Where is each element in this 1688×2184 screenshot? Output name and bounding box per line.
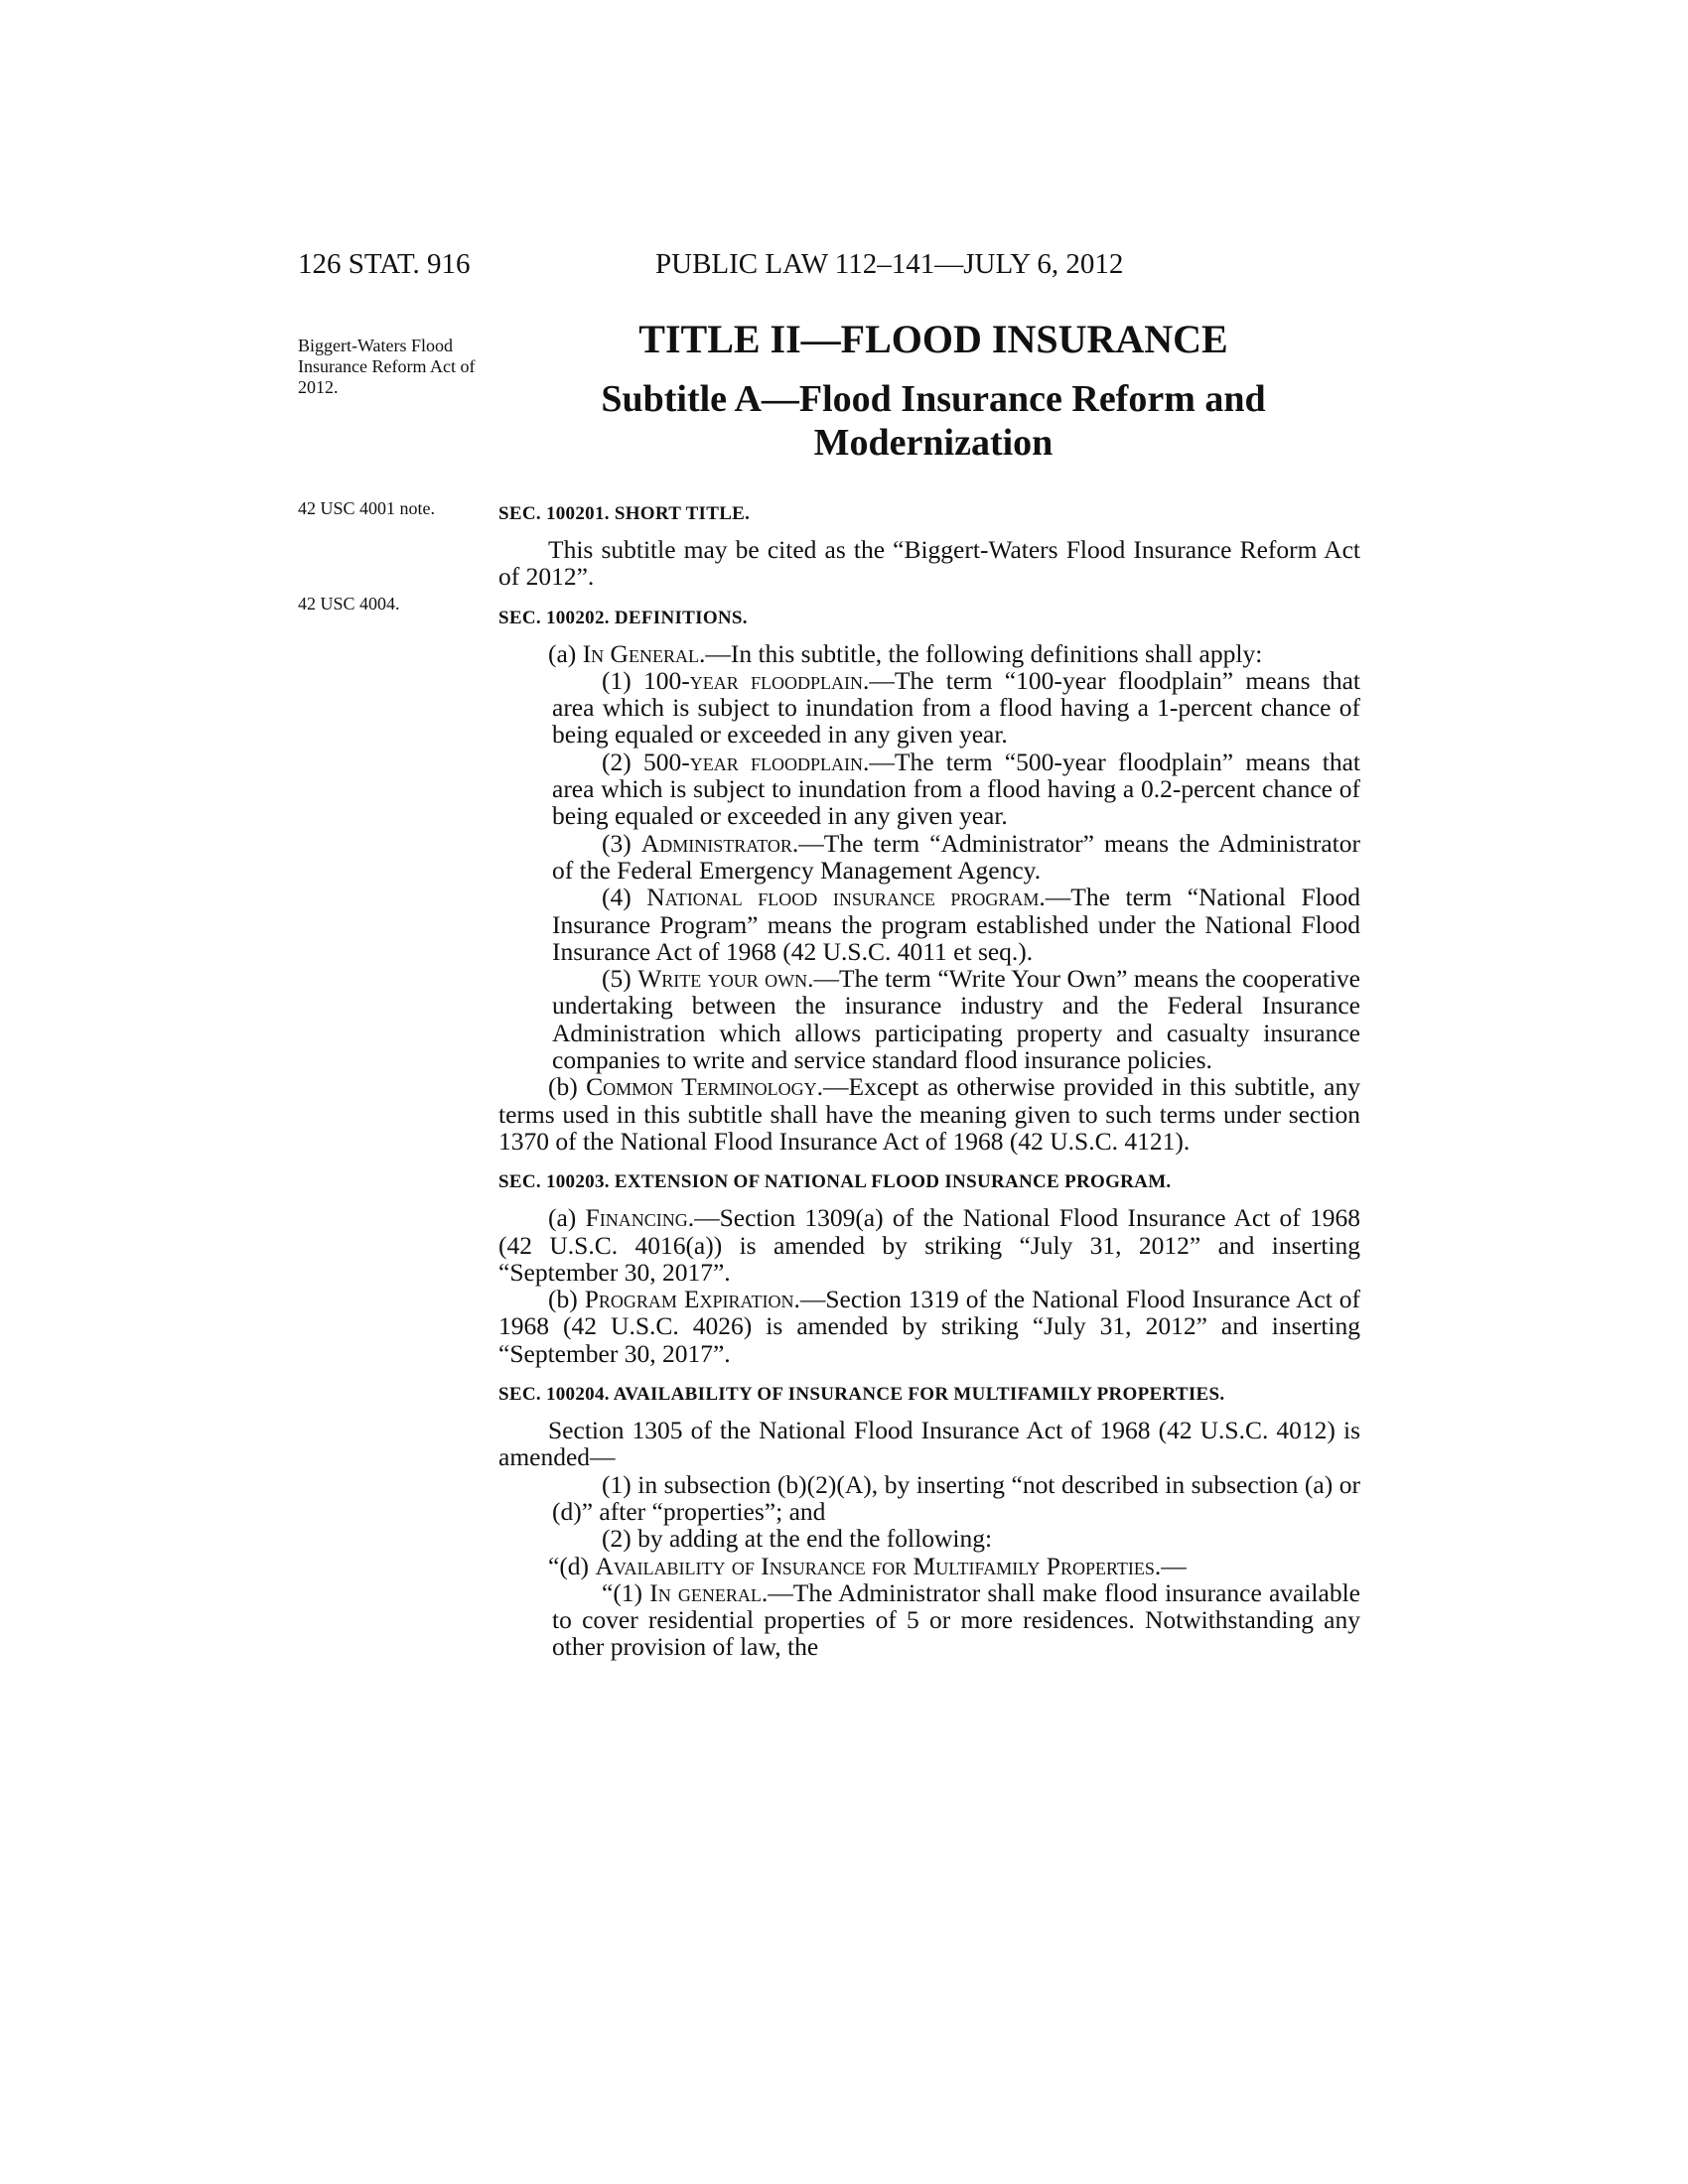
subsection-a-financing: (a) Financing.—Section 1309(a) of the National Flood Insurance Act of 1968 (42 U.S.C. 4016(a)) is amended by striking “July 31, 2012” and inserting “September 30, 2017”. [498, 1203, 1360, 1287]
section-heading-100202: SEC. 100202. DEFINITIONS. [498, 607, 748, 628]
definition-4: (4) National flood insurance program.—The term “National Flood Insurance Program” means the program established under the National Flood Insurance Act of 1968 (42 U.S.C. 4011 et seq.). [552, 883, 1360, 966]
statute-body [498, 498, 1360, 1661]
margin-note-short-title: Biggert-Waters Flood Insurance Reform Act of 2012. [298, 336, 476, 397]
amendment-paragraph-1: (1) in subsection (b)(2)(A), by inserting “not described in subsection (a) or (d)” after “properties”; and [552, 1469, 1360, 1526]
inserted-paragraph-1: “(1) In general.—The Administrator shall make flood insurance available to cover residential properties of 5 or more residences. Notwithstanding any other provision of law, the [552, 1577, 1360, 1662]
definition-1: (1) 100-year floodplain.—The term “100-year floodplain” means that area which is subject to inundation from a flood having a 1-percent chance of being equaled or exceeded in any given year. [552, 665, 1361, 750]
running-head [298, 248, 1370, 288]
section-text-100201: This subtitle may be cited as the “Biggert-Waters Flood Insurance Reform Act of 2012”. [498, 535, 1360, 592]
margin-note-usc-4004: 42 USC 4004. [298, 594, 400, 614]
subsection-a-definitions: (a) In General.—In this subtitle, the following definitions shall apply: [548, 638, 1263, 668]
amendment-paragraph-2: (2) by adding at the end the following: [602, 1524, 993, 1554]
section-intro-100204: Section 1305 of the National Flood Insurance Act of 1968 (42 U.S.C. 4012) is amended— [498, 1416, 1360, 1472]
subsection-b-terminology: (b) Common Terminology.—Except as otherwise provided in this subtitle, any terms used in this subtitle shall have the meaning given to such terms under section 1370 of the National Flood Insurance Act of 1968 (42 U.S.C. 4121). [498, 1072, 1360, 1156]
title-heading: TITLE II—FLOOD INSURANCE [638, 317, 1228, 361]
section-heading-100201: SEC. 100201. SHORT TITLE. [498, 503, 751, 524]
public-law-citation: PUBLIC LAW 112–141—JULY 6, 2012 [655, 248, 1124, 280]
definition-2: (2) 500-year floodplain.—The term “500-year floodplain” means that area which is subject to inundation from a flood having a 0.2-percent chance of being equaled or exceeded in any given year. [552, 747, 1361, 831]
stat-page-number: 126 STAT. 916 [298, 248, 471, 280]
definition-3: (3) Administrator.—The term “Administrator” means the Administrator of the Federal Emergency Management Agency. [552, 828, 1361, 885]
section-heading-100203: SEC. 100203. EXTENSION OF NATIONAL FLOOD INSURANCE PROGRAM. [498, 1171, 1172, 1193]
section-heading-100204: SEC. 100204. AVAILABILITY OF INSURANCE FOR MULTIFAMILY PROPERTIES. [498, 1384, 1225, 1406]
definition-5: (5) Write your own.—The term “Write Your Own” means the cooperative undertaking between the insurance industry and the Federal Insurance Administration which allows participating property and casualty insurance companies to write and service standard flood insurance policies. [552, 964, 1360, 1075]
inserted-subsection-d: “(d) Availability of Insurance for Multifamily Properties.— [548, 1551, 1187, 1580]
margin-note-usc-4001: 42 USC 4001 note. [298, 498, 436, 518]
subsection-b-expiration: (b) Program Expiration.—Section 1319 of the National Flood Insurance Act of 1968 (42 U.S.C. 4026) is amended by striking “July 31, 2012” and inserting “September 30, 2017”. [498, 1285, 1361, 1368]
subtitle-heading: Subtitle A—Flood Insurance Reform and Modernization [601, 378, 1266, 464]
